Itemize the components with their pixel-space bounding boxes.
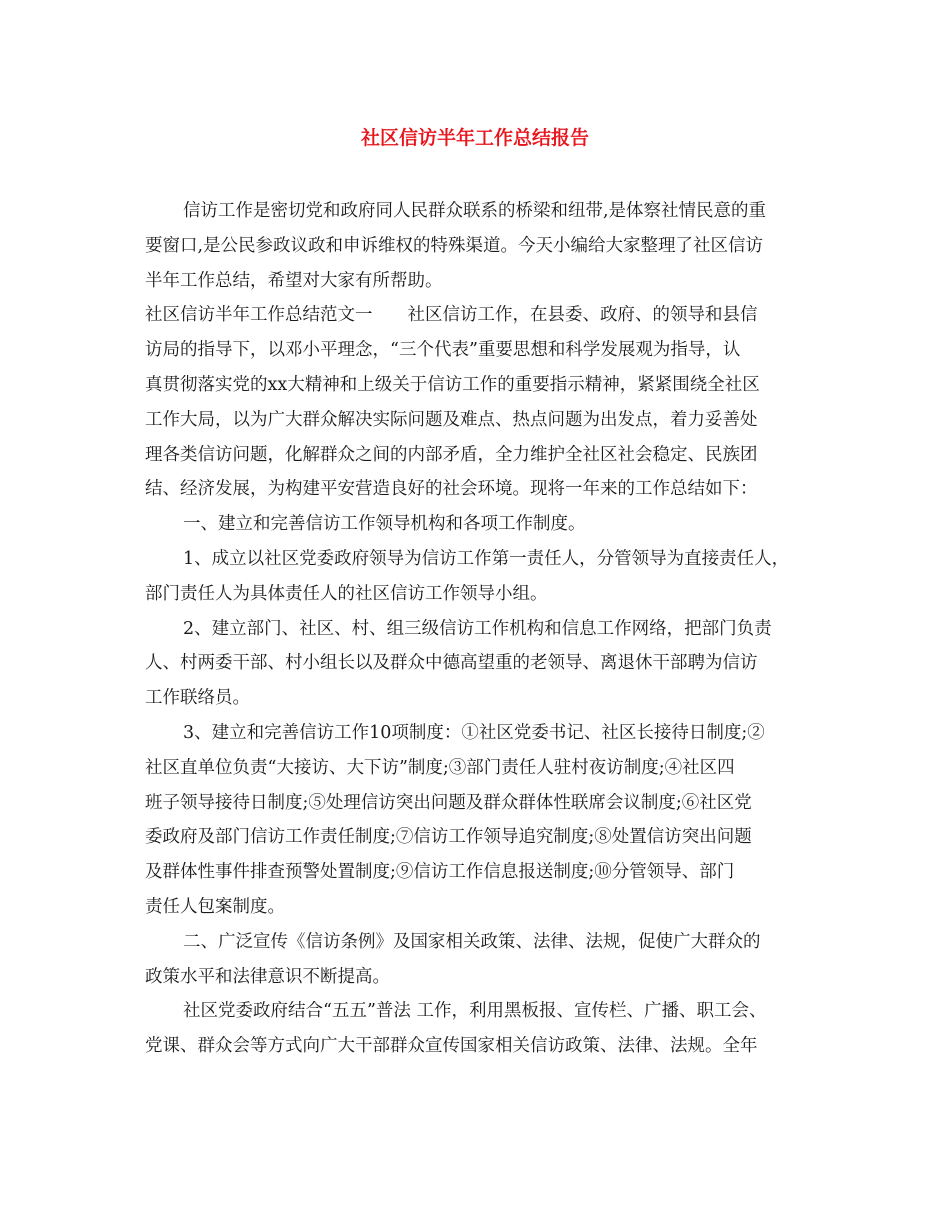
body-line: 责任人包案制度。 bbox=[145, 896, 285, 917]
body-line: 3、建立和完善信访工作10项制度：①社区党委书记、社区长接待日制度;② bbox=[183, 722, 765, 743]
document-title: 社区信访半年工作总结报告 bbox=[360, 127, 589, 149]
body-line: 一、建立和完善信访工作领导机构和各项工作制度。 bbox=[183, 514, 586, 535]
body-line: 信访工作是密切党和政府同人民群众联系的桥梁和纽带,是体察社情民意的重 bbox=[183, 201, 767, 221]
body-line: 社区信访半年工作总结范文一 社区信访工作，在县委、政府、的领导和县信 bbox=[145, 305, 758, 326]
body-line: 部门责任人为具体责任人的社区信访工作领导小组。 bbox=[145, 583, 548, 604]
body-line: 委政府及部门信访工作责任制度;⑦信访工作领导追究制度;⑧处置信访突出问题 bbox=[145, 827, 752, 848]
document-body bbox=[145, 194, 815, 1064]
body-line: 真贯彻落实党的xx大精神和上级关于信访工作的重要指示精神，紧紧围绕全社区 bbox=[145, 374, 760, 395]
body-line: 结、经济发展，为构建平安营造良好的社会环境。现将一年来的工作总结如下： bbox=[145, 479, 758, 500]
body-line: 社区直单位负责“大接访、大下访”制度;③部门责任人驻村夜访制度;④社区四 bbox=[145, 757, 735, 778]
body-line: 理各类信访问题，化解群众之间的内部矛盾，全力维护全社区社会稳定、民族团 bbox=[145, 444, 758, 465]
body-line: 党课、群众会等方式向广大干部群众宣传国家相关信访政策、法律、法规。全年 bbox=[145, 1036, 758, 1057]
body-line: 访局的指导下，以邓小平理念，“三个代表”重要思想和科学发展观为指导，认 bbox=[145, 340, 741, 361]
body-line: 工作大局，以为广大群众解决实际问题及难点、热点问题为出发点，着力妥善处 bbox=[145, 409, 758, 430]
body-line: 工作联络员。 bbox=[145, 688, 250, 709]
body-line: 政策水平和法律意识不断提高。 bbox=[145, 966, 390, 987]
body-line: 班子领导接待日制度;⑤处理信访突出问题及群众群体性联席会议制度;⑥社区党 bbox=[145, 792, 752, 813]
body-line: 1、成立以社区党委政府领导为信访工作第一责任人，分管领导为直接责任人， bbox=[183, 548, 790, 569]
body-line: 人、村两委干部、村小组长以及群众中德高望重的老领导、离退休干部聘为信访 bbox=[145, 653, 758, 674]
body-line: 及群体性事件排查预警处置制度;⑨信访工作信息报送制度;⑩分管领导、部门 bbox=[145, 862, 735, 883]
body-line: 社区党委政府结合“五五”普法 工作，利用黑板报、宣传栏、广播、职工会、 bbox=[183, 1001, 767, 1022]
body-line: 半年工作总结，希望对大家有所帮助。 bbox=[145, 270, 443, 291]
body-line: 2、建立部门、社区、村、组三级信访工作机构和信息工作网络，把部门负责 bbox=[183, 618, 772, 639]
body-line: 二、广泛宣传《信访条例》及国家相关政策、法律、法规，促使广大群众的 bbox=[183, 931, 761, 952]
body-line: 要窗口,是公民参政议政和申诉维权的特殊渠道。今天小编给大家整理了社区信访 bbox=[145, 235, 764, 256]
